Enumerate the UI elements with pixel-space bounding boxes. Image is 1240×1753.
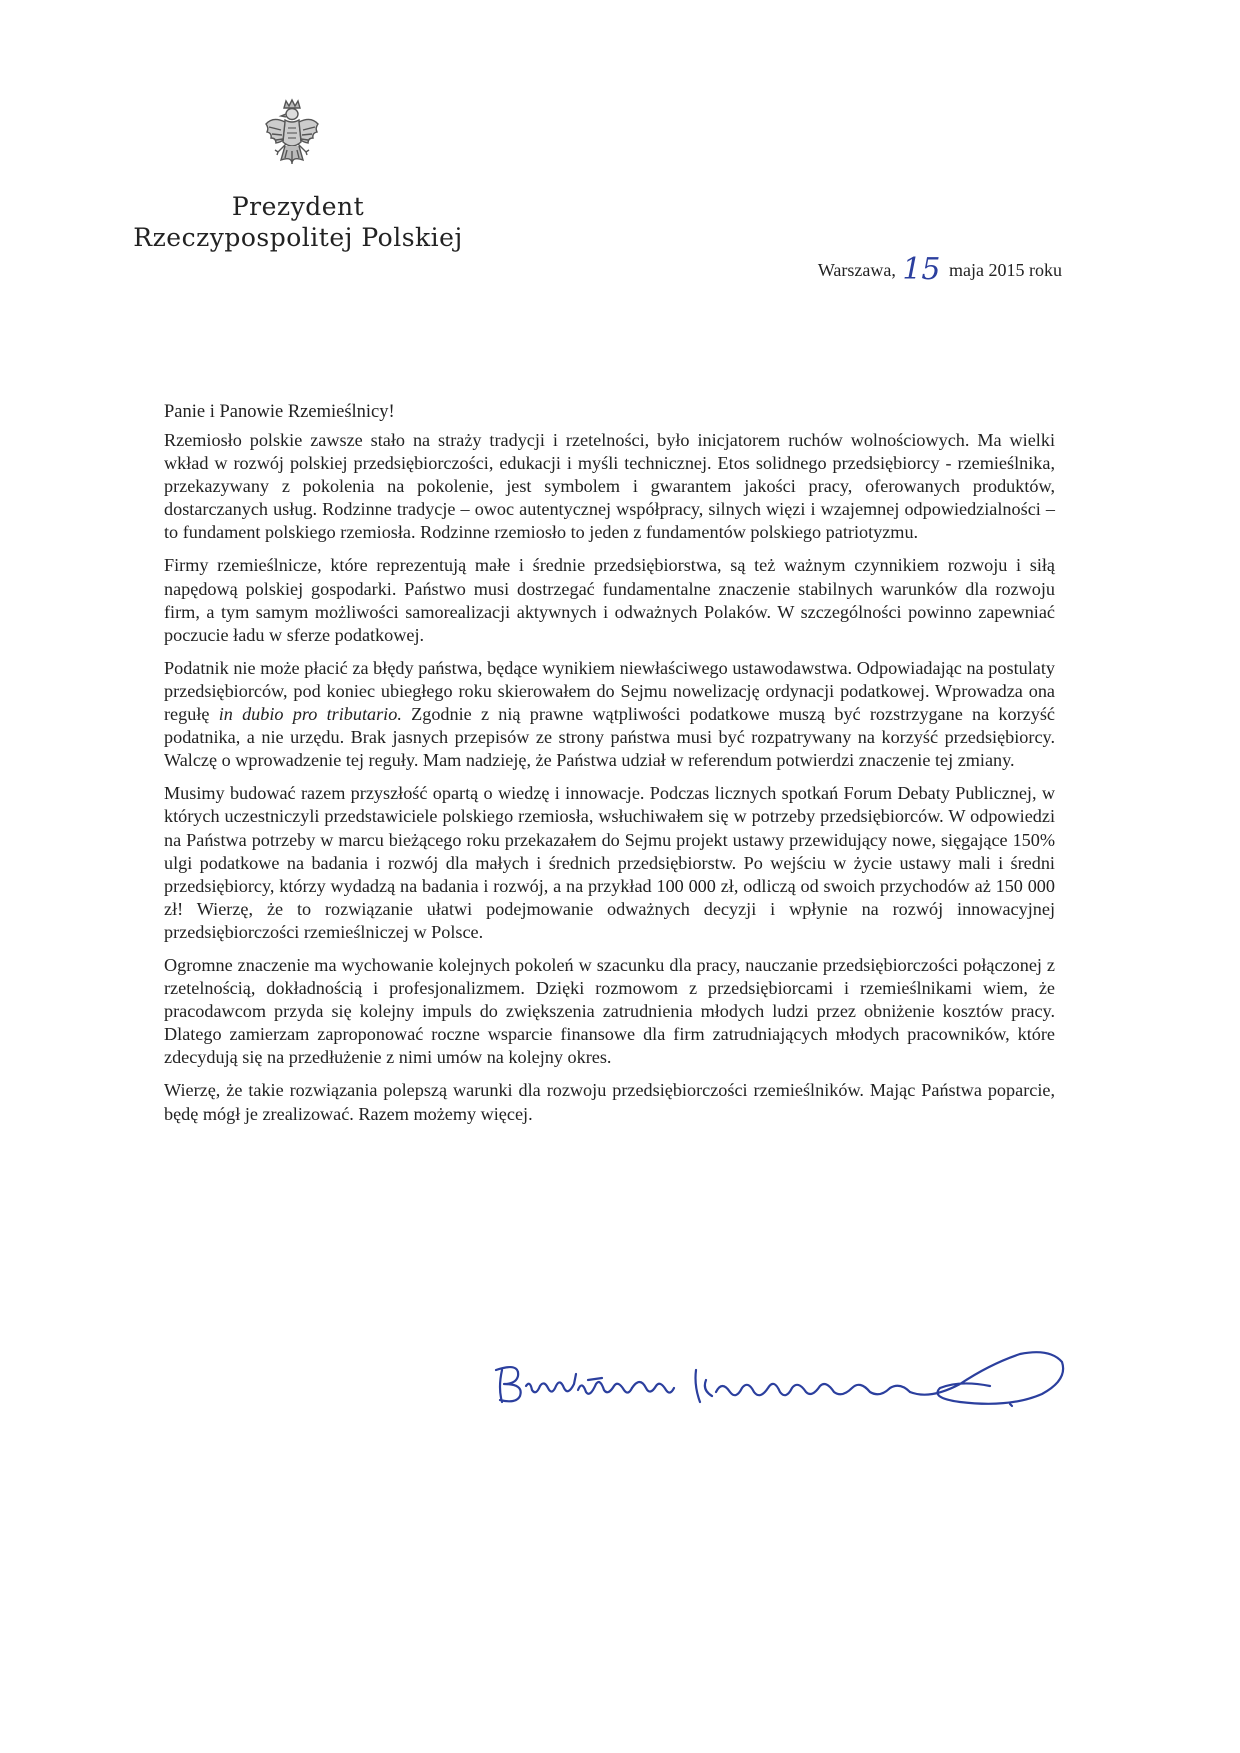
paragraph: Rzemiosło polskie zawsze stało na straży tradycji i rzetelności, było inicjatorem ruchów wolnościowych. Ma wielki wkład w rozwój polskiej przedsiębiorczości, edukacji i myśli technicznej. Etos solidnego przedsiębiorcy - rzemieślnika, przekazywany z pokolenia na pokolenie, jest symbolem i gwarantem jakości pracy, oferowanych produktów, dostarczanych usług. Rodzinne tradycje – owoc autentycznej współpracy, silnych więzi i wzajemnej odpowiedzialności – to fundament polskiego rzemiosła. Rodzinne rzemiosło to jeden z fundamentów polskiego patriotyzmu.	[164, 430, 1055, 543]
handwritten-signature-icon	[490, 1340, 1080, 1412]
letterhead-title: Prezydent	[231, 192, 365, 221]
paragraph: Ogromne znaczenie ma wychowanie kolejnych pokoleń w szacunku dla pracy, nauczanie przedsiębiorczości połączonej z rzetelnością, dokładnością i profesjonalizmem. Dzięki rozmowom z przedsiębiorcami i rzemieślnikami wiem, że pracodawcom przyda się kolejny impuls do zwiększenia zatrudnienia młodych ludzi przez obniżenie kosztów pracy. Dlatego zamierzam zaproponować roczne wsparcie finansowe dla firm zatrudniających młodych pracowników, które zdecydują się na przedłużenie z nimi umów na kolejny okres.	[164, 954, 1055, 1068]
date-place: Warszawa,	[817, 260, 896, 280]
polish-eagle-emblem-icon	[263, 98, 321, 178]
letterhead	[133, 192, 463, 254]
latin-phrase: in dubio pro tributario.	[218, 704, 402, 725]
paragraph: Wierzę, że takie rozwiązania polepszą warunki dla rozwoju przedsiębiorczości rzemieślników. Mając Państwa poparcie, będę mógł je zrealizować. Razem możemy więcej.	[164, 1080, 1055, 1124]
paragraph	[164, 657, 1055, 772]
paragraph-text: Podatnik nie może płacić za błędy państwa, będące wynikiem niewłaściwego ustawodawstwa. Odpowiadając na postulaty przedsiębiorców, pod koniec ubiegłego roku skierowałem do Sejmu nowelizację ordynacji podatkowej. Wprowadza ona regułę	[164, 657, 1055, 725]
date-rest: maja 2015 roku	[949, 260, 1062, 280]
paragraph: Firmy rzemieślnicze, które reprezentują małe i średnie przedsiębiorstwa, są też ważnym czynnikiem rozwoju i siłą napędową polskiej gospodarki. Państwo musi dostrzegać fundamentalne znaczenie stabilnych warunków dla rozwoju firm, a tym samym możliwości samorealizacji aktywnych i odważnych Polaków. W szczególności powinno zapewniać poczucie ładu w sferze podatkowej.	[164, 555, 1055, 645]
letterhead-subtitle: Rzeczypospolitej Polskiej	[133, 223, 463, 252]
date-line	[780, 252, 1062, 287]
salutation: Panie i Panowie Rzemieślnicy!	[164, 402, 395, 422]
letter-body	[164, 429, 1055, 1136]
paragraph-text: Zgodnie z nią prawne wątpliwości podatkowe muszą być rozstrzygane na korzyść podatnika, a nie urzędu. Brak jasnych przepisów ze strony państwa musi być rozpatrywany na korzyść przedsiębiorcy. Walczę o wprowadzenie tej reguły. Mam nadzieję, że Państwa udział w referendum potwierdzi znaczenie tej zmiany.	[164, 704, 1055, 771]
paragraph: Musimy budować razem przyszłość opartą o wiedzę i innowacje. Podczas licznych spotkań Forum Debaty Publicznej, w których uczestniczyli przedstawiciele polskiego rzemiosła, wsłuchiwałem się w potrzeby przedsiębiorców. W odpowiedzi na Państwa potrzeby w marcu bieżącego roku przekazałem do Sejmu projekt ustawy przewidujący nowe, sięgające 150% ulgi podatkowe na badania i rozwój dla małych i średnich przedsiębiorstw. Po wejściu w życie ustawy mali i średni przedsiębiorcy, którzy wydadzą na badania i rozwój, a na przykład 100 000 zł, odliczą od swoich przychodów aż 150 000 zł! Wierzę, że to rozwiązanie ułatwi podejmowanie odważnych decyzji i wpłynie na rozwój innowacyjnej przedsiębiorczości rzemieślniczej w Polsce.	[164, 783, 1055, 942]
date-day-handwritten: 15	[902, 252, 941, 287]
